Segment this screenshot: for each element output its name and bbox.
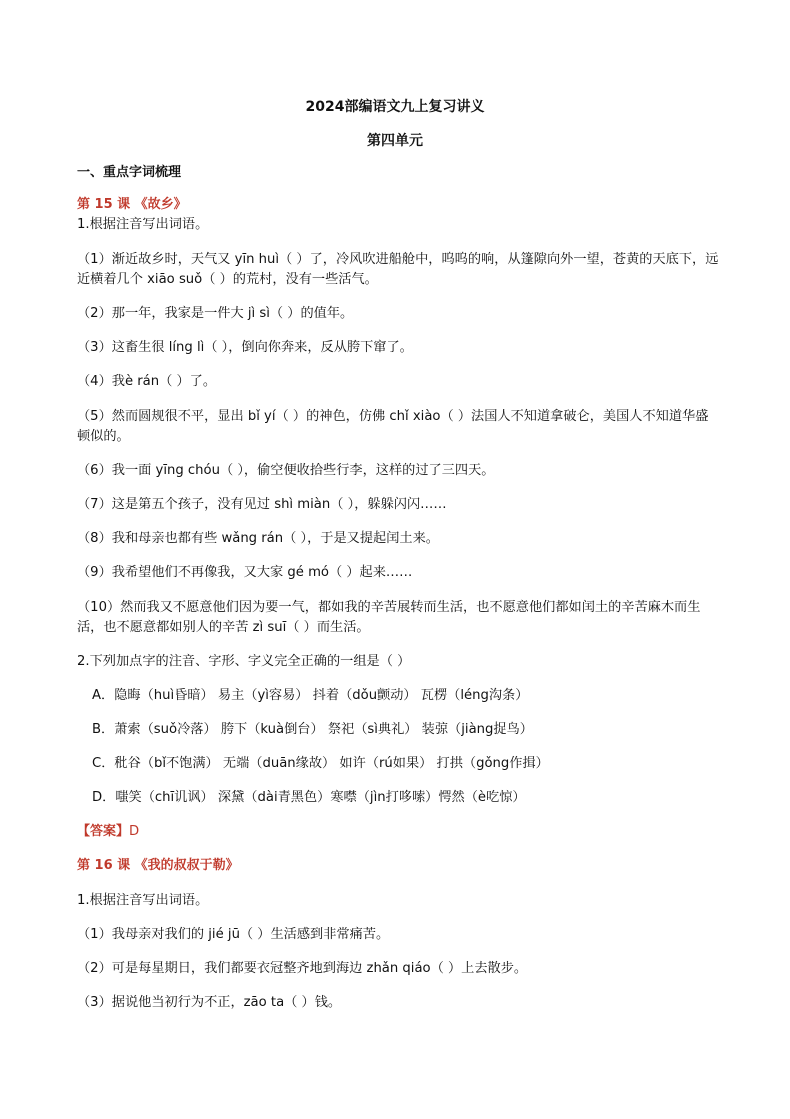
option-a: A．隐晦（huì昏暗） 易主（yì容易） 抖着（dǒu颤动） 瓦楞（léng沟条） <box>92 688 529 703</box>
lesson-15-item-4: （4）我è rán（ ）了。 <box>77 374 217 389</box>
lesson-15-item-1: （1）渐近故乡时，天气又 yīn huì（ ）了，冷风吹进船舱中，呜呜的响，从篷隙向外一望，苍黄的天底下，远近横着几个 xiāo suǒ（ ）的荒村，没有一些活气。 <box>77 252 719 287</box>
lesson-15-question-1: 1.根据注音写出词语。 <box>77 217 209 232</box>
document-title: 2024部编语文九上复习讲义 <box>305 99 485 115</box>
option-b: B．萧索（suǒ冷落） 胯下（kuà倒台） 祭祀（sì典礼） 装弶（jiàng捉鸟） <box>92 722 533 737</box>
answer-label: 【答案】 <box>77 824 130 839</box>
answer-value: D <box>129 824 140 839</box>
lesson-15-item-8: （8）我和母亲也都有些 wǎng rán（ ），于是又提起闰土来。 <box>77 531 439 546</box>
lesson-16-item-3: （3）据说他当初行为不正，zāo ta（ ）钱。 <box>77 995 342 1010</box>
lesson-15-item-9: （9）我希望他们不再像我，又大家 gé mó（ ）起来…… <box>77 565 413 580</box>
lesson-15-item-10: （10）然而我又不愿意他们因为要一气，都如我的辛苦展转而生活，也不愿意他们都如闰土的辛苦麻木而生活，也不愿意都如别人的辛苦 zì suī（ ）而生活。 <box>77 600 701 635</box>
lesson-16-question-1: 1.根据注音写出词语。 <box>77 893 209 908</box>
answer-line <box>77 823 139 841</box>
lesson-16-heading: 第 16 课 《我的叔叔于勒》 <box>77 858 239 873</box>
option-d: D．嗤笑（chī讥讽） 深黛（dài青黑色）寒噤（jìn打哆嗦）愕然（è吃惊） <box>92 790 526 805</box>
unit-title: 第四单元 <box>367 133 423 149</box>
lesson-15-item-7: （7）这是第五个孩子，没有见过 shì miàn（ ），躲躲闪闪…… <box>77 497 447 512</box>
lesson-15-heading: 第 15 课 《故乡》 <box>77 197 187 212</box>
lesson-16-item-1: （1）我母亲对我们的 jié jū（ ）生活感到非常痛苦。 <box>77 927 390 942</box>
section-heading: 一、重点字词梳理 <box>77 165 182 180</box>
lesson-16-item-2: （2）可是每星期日，我们都要衣冠整齐地到海边 zhǎn qiáo（ ）上去散步。 <box>77 961 528 976</box>
lesson-15-question-2: 2.下列加点字的注音、字形、字义完全正确的一组是（ ） <box>77 654 411 669</box>
lesson-15-item-5: （5）然而圆规很不平，显出 bǐ yí（ ）的神色，仿佛 chǐ xiào（ ）法国人不知道拿破仑，美国人不知道华盛顿似的。 <box>77 409 709 444</box>
lesson-15-item-2: （2）那一年，我家是一件大 jì sì（ ）的值年。 <box>77 306 354 321</box>
lesson-15-item-6: （6）我一面 yīng chóu（ ），偷空便收拾些行李，这样的过了三四天。 <box>77 463 495 478</box>
option-c: C．秕谷（bǐ不饱满） 无端（duān缘故） 如许（rú如果） 打拱（gǒng作揖） <box>92 756 549 771</box>
lesson-15-item-3: （3）这畜生很 líng lì（ ），倒向你奔来，反从胯下窜了。 <box>77 340 413 355</box>
